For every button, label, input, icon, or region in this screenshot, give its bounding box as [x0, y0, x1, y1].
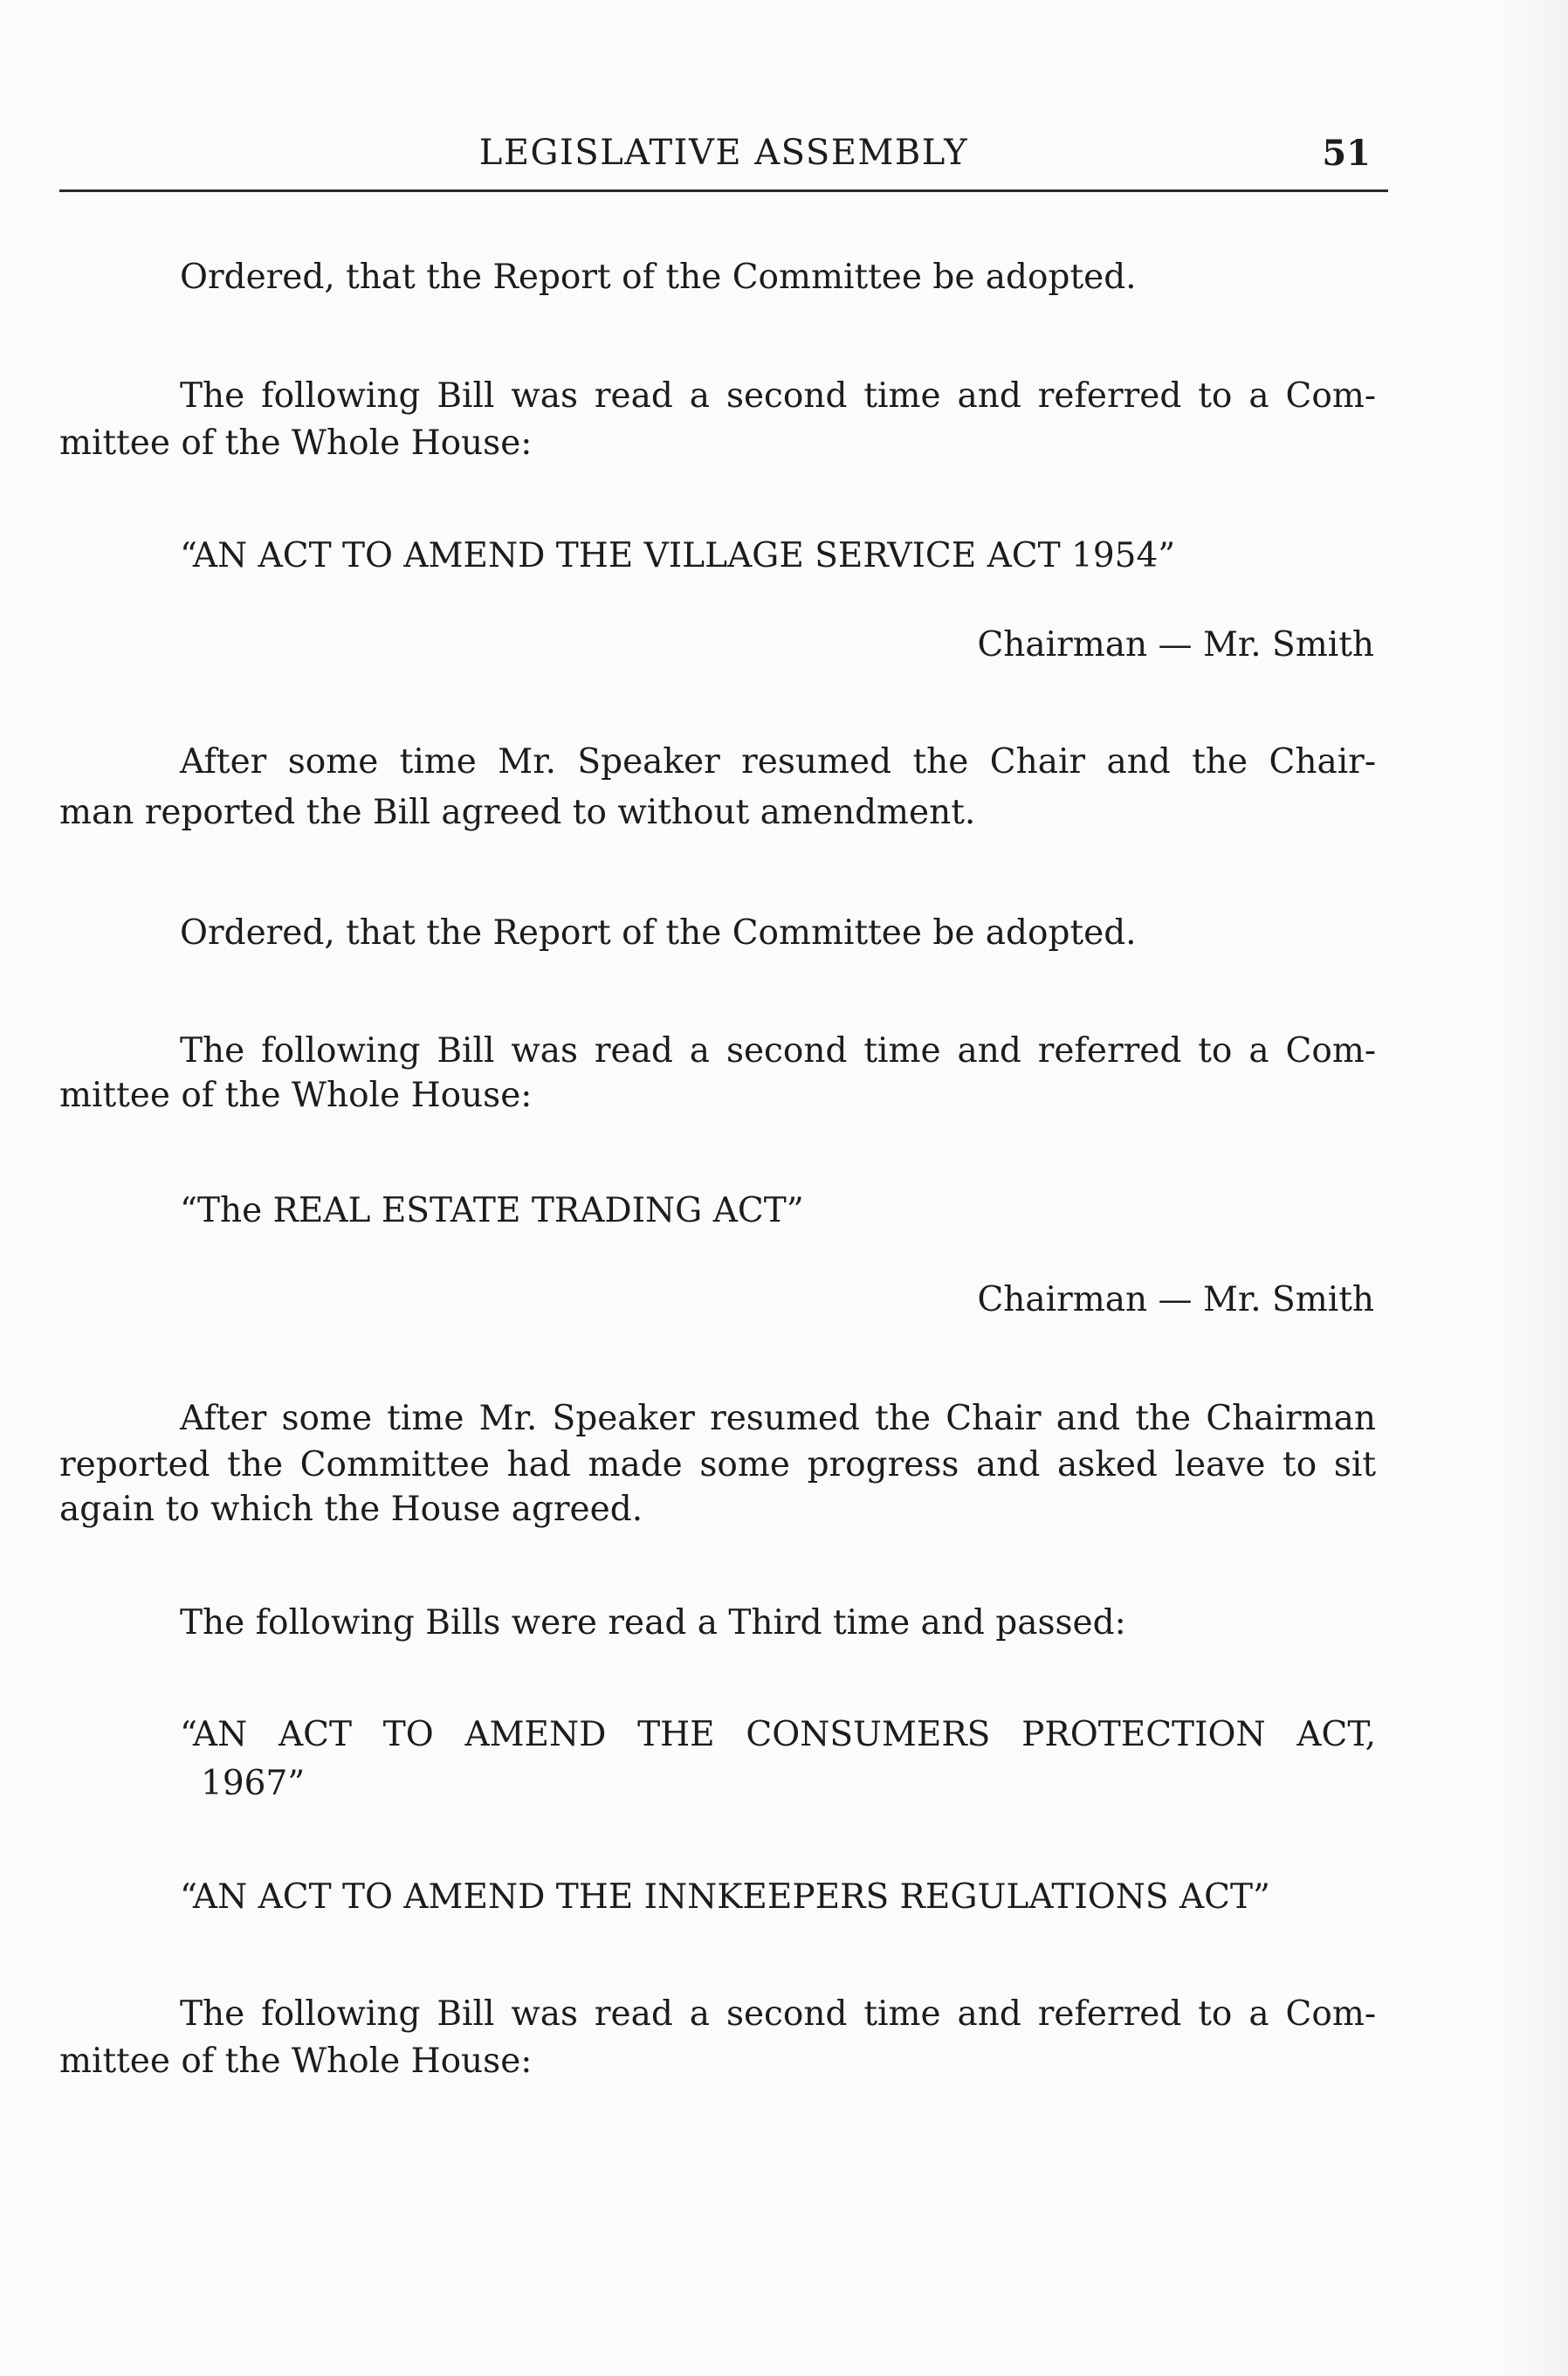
- bill-title-consumers-protection-line1: “AN ACT TO AMEND THE CONSUMERS PROTECTION ACT,: [180, 1715, 1376, 1754]
- paragraph-second-reading-2-line2: mittee of the Whole House:: [59, 1076, 533, 1115]
- paragraph-second-reading-3-line2: mittee of the Whole House:: [59, 2042, 533, 2081]
- paragraph-second-reading-1-line1: The following Bill was read a second time and referred to a Com-: [180, 376, 1376, 416]
- page-number: 51: [1322, 133, 1371, 174]
- bill-title-consumers-protection-line2: 1967”: [201, 1764, 306, 1803]
- chairman-line-2: Chairman — Mr. Smith: [977, 1280, 1374, 1319]
- paragraph-second-reading-1-line2: mittee of the Whole House:: [59, 424, 533, 463]
- page-edge-shading: [1498, 0, 1568, 2376]
- paragraph-third-reading: The following Bills were read a Third time and passed:: [180, 1603, 1126, 1643]
- chairman-line-1: Chairman — Mr. Smith: [977, 625, 1374, 665]
- paragraph-speaker-resumed-2-line3: again to which the House agreed.: [59, 1490, 643, 1529]
- paragraph-speaker-resumed-2-line1: After some time Mr. Speaker resumed the Chair and the Chairman: [180, 1399, 1376, 1438]
- running-header: [59, 133, 1388, 185]
- paragraph-second-reading-3-line1: The following Bill was read a second time and referred to a Com-: [180, 1994, 1376, 2034]
- header-title: LEGISLATIVE ASSEMBLY: [478, 133, 969, 173]
- paragraph-speaker-resumed-1-line1: After some time Mr. Speaker resumed the Chair and the Chair-: [180, 742, 1376, 782]
- paragraph-ordered-1: Ordered, that the Report of the Committee be adopted.: [180, 258, 1137, 297]
- paragraph-ordered-2: Ordered, that the Report of the Committee be adopted.: [180, 913, 1137, 953]
- paragraph-speaker-resumed-1-line2: man reported the Bill agreed to without amendment.: [59, 793, 976, 832]
- bill-title-village-service: “AN ACT TO AMEND THE VILLAGE SERVICE ACT 1954”: [180, 536, 1176, 575]
- paragraph-speaker-resumed-2-line2: reported the Committee had made some progress and asked leave to sit: [59, 1445, 1376, 1484]
- bill-title-real-estate: “The REAL ESTATE TRADING ACT”: [180, 1191, 804, 1230]
- header-rule: [59, 189, 1388, 192]
- paragraph-second-reading-2-line1: The following Bill was read a second time and referred to a Com-: [180, 1031, 1376, 1071]
- bill-title-innkeepers: “AN ACT TO AMEND THE INNKEEPERS REGULATIONS ACT”: [180, 1877, 1270, 1917]
